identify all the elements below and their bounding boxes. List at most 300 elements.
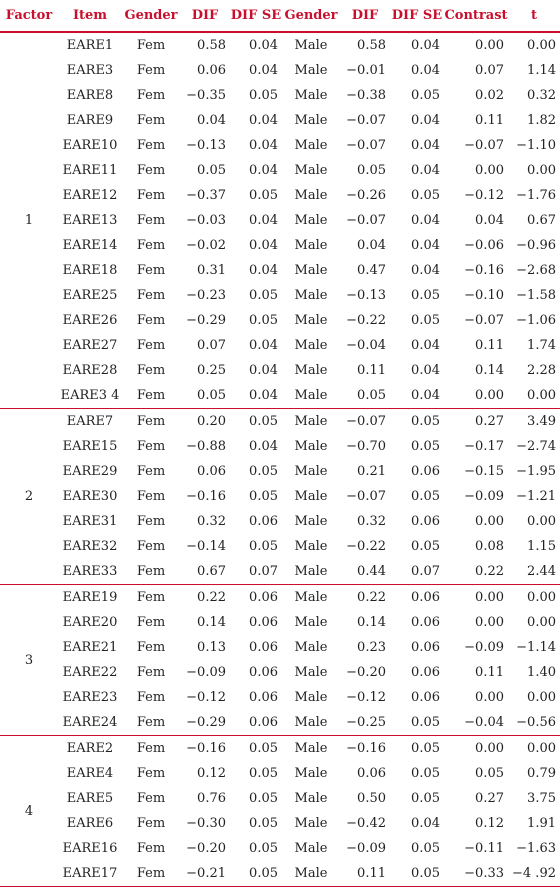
dif-se-female-cell: 0.04 bbox=[249, 113, 278, 128]
item-cell: EARE29 bbox=[62, 464, 118, 479]
contrast-cell: −0.11 bbox=[464, 841, 504, 856]
item-cell: EARE12 bbox=[62, 188, 118, 203]
t-cell: 0.00 bbox=[527, 514, 556, 529]
item-cell: EARE31 bbox=[62, 514, 118, 529]
item-cell: EARE7 bbox=[66, 414, 114, 429]
item-cell: EARE18 bbox=[62, 263, 118, 278]
dif-se-male-cell: 0.06 bbox=[411, 690, 440, 705]
header-dif-se-female: DIF SE bbox=[230, 0, 282, 32]
gender-female-cell: Fem bbox=[122, 710, 180, 736]
gender-male-cell: Male bbox=[294, 63, 328, 78]
dif-se-female-cell: 0.06 bbox=[230, 710, 282, 736]
table-row bbox=[0, 208, 560, 233]
gender-female-cell: Fem bbox=[136, 791, 166, 806]
gender-female-cell: Fem bbox=[136, 741, 166, 756]
gender-female-cell: Fem bbox=[136, 113, 166, 128]
contrast-cell: 0.12 bbox=[475, 816, 504, 831]
dif-se-female-cell: 0.04 bbox=[249, 363, 278, 378]
t-cell: 1.91 bbox=[527, 816, 556, 831]
dif-se-male-cell: 0.05 bbox=[390, 710, 444, 736]
dif-male-cell: −0.04 bbox=[346, 338, 386, 353]
table-row bbox=[0, 32, 560, 58]
item-cell: EARE9 bbox=[66, 113, 114, 128]
dif-female-cell: −0.21 bbox=[180, 861, 230, 887]
t-cell: 0.00 bbox=[527, 690, 556, 705]
dif-female-cell: 0.12 bbox=[197, 766, 226, 781]
contrast-cell: 0.27 bbox=[475, 791, 504, 806]
dif-male-cell: −0.12 bbox=[346, 690, 386, 705]
gender-male-cell: Male bbox=[294, 38, 328, 53]
gender-male-cell: Male bbox=[282, 383, 340, 409]
table-row bbox=[0, 685, 560, 710]
dif-female-cell: 0.31 bbox=[197, 263, 226, 278]
dif-male-cell: 0.58 bbox=[357, 38, 386, 53]
dif-female-cell: 0.58 bbox=[197, 38, 226, 53]
dif-male-cell: −0.70 bbox=[346, 439, 386, 454]
gender-male-cell: Male bbox=[294, 690, 328, 705]
item-cell: EARE19 bbox=[62, 590, 118, 605]
contrast-cell: −0.09 bbox=[464, 640, 504, 655]
dif-se-male-cell: 0.05 bbox=[411, 288, 440, 303]
dif-male-cell: 0.11 bbox=[340, 861, 390, 887]
t-cell: 1.74 bbox=[527, 338, 556, 353]
dif-se-male-cell: 0.05 bbox=[411, 766, 440, 781]
t-cell: −1.63 bbox=[516, 841, 556, 856]
t-cell: −2.74 bbox=[516, 439, 556, 454]
item-cell: EARE8 bbox=[66, 88, 114, 103]
gender-female-cell: Fem bbox=[136, 263, 166, 278]
t-cell: 0.67 bbox=[527, 213, 556, 228]
table-row bbox=[0, 761, 560, 786]
contrast-cell: 0.05 bbox=[475, 766, 504, 781]
item-cell: EARE17 bbox=[58, 861, 122, 887]
factor-cell: 2 bbox=[0, 409, 58, 585]
contrast-cell: 0.11 bbox=[475, 665, 504, 680]
dif-male-cell: −0.26 bbox=[346, 188, 386, 203]
dif-se-female-cell: 0.05 bbox=[249, 816, 278, 831]
gender-male-cell: Male bbox=[294, 113, 328, 128]
dif-se-female-cell: 0.05 bbox=[249, 414, 278, 429]
t-cell: −1.76 bbox=[516, 188, 556, 203]
dif-se-female-cell: 0.04 bbox=[249, 138, 278, 153]
header-row bbox=[0, 0, 560, 32]
dif-se-male-cell: 0.05 bbox=[411, 188, 440, 203]
contrast-cell: 0.00 bbox=[475, 163, 504, 178]
t-cell: −1.21 bbox=[516, 489, 556, 504]
gender-female-cell: Fem bbox=[136, 590, 166, 605]
item-cell: EARE26 bbox=[62, 313, 118, 328]
item-cell: EARE4 bbox=[66, 766, 114, 781]
dif-se-female-cell: 0.05 bbox=[249, 489, 278, 504]
table-row bbox=[0, 811, 560, 836]
dif-se-female-cell: 0.05 bbox=[249, 841, 278, 856]
table-row bbox=[0, 660, 560, 685]
dif-female-cell: −0.16 bbox=[186, 489, 226, 504]
gender-female-cell: Fem bbox=[136, 640, 166, 655]
dif-se-male-cell: 0.05 bbox=[411, 313, 440, 328]
dif-se-female-cell: 0.05 bbox=[249, 288, 278, 303]
header-dif-se-male: DIF SE bbox=[390, 0, 444, 32]
table-row bbox=[0, 484, 560, 509]
dif-se-male-cell: 0.05 bbox=[411, 489, 440, 504]
table-row bbox=[0, 158, 560, 183]
gender-female-cell: Fem bbox=[136, 163, 166, 178]
dif-se-female-cell: 0.05 bbox=[249, 464, 278, 479]
table-row bbox=[0, 635, 560, 660]
dif-male-cell: 0.11 bbox=[357, 363, 386, 378]
item-cell: EARE25 bbox=[62, 288, 118, 303]
contrast-cell: 0.00 bbox=[475, 514, 504, 529]
t-cell: 3.75 bbox=[527, 791, 556, 806]
dif-se-female-cell: 0.05 bbox=[249, 791, 278, 806]
contrast-cell: 0.14 bbox=[475, 363, 504, 378]
dif-female-cell: 0.06 bbox=[197, 63, 226, 78]
dif-se-female-cell: 0.04 bbox=[249, 38, 278, 53]
item-cell: EARE3 4 bbox=[58, 383, 122, 409]
dif-se-male-cell: 0.06 bbox=[411, 464, 440, 479]
contrast-cell: −0.16 bbox=[464, 263, 504, 278]
t-cell: 0.00 bbox=[527, 163, 556, 178]
item-cell: EARE33 bbox=[58, 559, 122, 585]
t-cell: 2.28 bbox=[527, 363, 556, 378]
dif-male-cell: −0.07 bbox=[346, 489, 386, 504]
contrast-cell: 0.00 bbox=[475, 38, 504, 53]
dif-se-male-cell: 0.05 bbox=[411, 841, 440, 856]
dif-female-cell: 0.05 bbox=[180, 383, 230, 409]
dif-se-male-cell: 0.05 bbox=[411, 88, 440, 103]
gender-male-cell: Male bbox=[294, 288, 328, 303]
header-dif-female: DIF bbox=[180, 0, 230, 32]
gender-male-cell: Male bbox=[294, 414, 328, 429]
dif-se-male-cell: 0.04 bbox=[390, 383, 444, 409]
item-cell: EARE20 bbox=[62, 615, 118, 630]
gender-female-cell: Fem bbox=[136, 615, 166, 630]
dif-se-female-cell: 0.04 bbox=[230, 383, 282, 409]
dif-se-male-cell: 0.05 bbox=[411, 539, 440, 554]
gender-male-cell: Male bbox=[282, 861, 340, 887]
header-gender-male: Gender bbox=[282, 0, 340, 32]
t-cell: −1.58 bbox=[516, 288, 556, 303]
dif-male-cell: −0.38 bbox=[346, 88, 386, 103]
gender-male-cell: Male bbox=[294, 439, 328, 454]
dif-female-cell: 0.76 bbox=[197, 791, 226, 806]
dif-female-cell: 0.25 bbox=[197, 363, 226, 378]
gender-female-cell: Fem bbox=[136, 88, 166, 103]
dif-female-cell: −0.37 bbox=[186, 188, 226, 203]
item-cell: EARE23 bbox=[62, 690, 118, 705]
header-dif-male: DIF bbox=[340, 0, 390, 32]
dif-se-female-cell: 0.04 bbox=[249, 63, 278, 78]
gender-male-cell: Male bbox=[294, 766, 328, 781]
gender-female-cell: Fem bbox=[136, 213, 166, 228]
dif-male-cell: −0.22 bbox=[346, 539, 386, 554]
dif-se-female-cell: 0.06 bbox=[249, 690, 278, 705]
t-cell: 1.15 bbox=[527, 539, 556, 554]
gender-female-cell: Fem bbox=[136, 690, 166, 705]
item-cell: EARE5 bbox=[66, 791, 114, 806]
gender-male-cell: Male bbox=[294, 539, 328, 554]
dif-female-cell: 0.14 bbox=[197, 615, 226, 630]
gender-female-cell: Fem bbox=[136, 766, 166, 781]
contrast-cell: 0.00 bbox=[475, 590, 504, 605]
header-factor: Factor bbox=[0, 0, 58, 32]
table-row bbox=[0, 333, 560, 358]
gender-female-cell: Fem bbox=[136, 288, 166, 303]
table-row bbox=[0, 585, 560, 611]
dif-female-cell: −0.02 bbox=[186, 238, 226, 253]
t-cell: 1.40 bbox=[527, 665, 556, 680]
t-cell: 0.00 bbox=[527, 38, 556, 53]
t-cell: −0.96 bbox=[516, 238, 556, 253]
gender-female-cell: Fem bbox=[136, 665, 166, 680]
dif-se-female-cell: 0.04 bbox=[249, 263, 278, 278]
dif-female-cell: 0.20 bbox=[197, 414, 226, 429]
dif-se-male-cell: 0.04 bbox=[411, 63, 440, 78]
contrast-cell: −0.33 bbox=[444, 861, 508, 887]
contrast-cell: −0.09 bbox=[464, 489, 504, 504]
dif-female-cell: −0.88 bbox=[186, 439, 226, 454]
dif-female-cell: 0.32 bbox=[197, 514, 226, 529]
t-cell: 1.82 bbox=[527, 113, 556, 128]
contrast-cell: −0.17 bbox=[464, 439, 504, 454]
dif-se-male-cell: 0.04 bbox=[411, 163, 440, 178]
dif-se-male-cell: 0.05 bbox=[411, 791, 440, 806]
dif-male-cell: −0.07 bbox=[346, 138, 386, 153]
dif-se-female-cell: 0.04 bbox=[249, 338, 278, 353]
t-cell: 0.00 bbox=[527, 590, 556, 605]
contrast-cell: 0.00 bbox=[444, 383, 508, 409]
item-cell: EARE30 bbox=[62, 489, 118, 504]
gender-female-cell: Fem bbox=[136, 138, 166, 153]
contrast-cell: 0.00 bbox=[475, 690, 504, 705]
dif-female-cell: 0.05 bbox=[197, 163, 226, 178]
gender-male-cell: Male bbox=[294, 188, 328, 203]
dif-female-cell: −0.20 bbox=[186, 841, 226, 856]
gender-male-cell: Male bbox=[294, 640, 328, 655]
table-row bbox=[0, 861, 560, 887]
gender-male-cell: Male bbox=[294, 665, 328, 680]
dif-se-female-cell: 0.05 bbox=[249, 88, 278, 103]
factor-cell: 3 bbox=[0, 585, 58, 736]
item-cell: EARE22 bbox=[62, 665, 118, 680]
table-row bbox=[0, 434, 560, 459]
contrast-cell: 0.00 bbox=[475, 741, 504, 756]
item-cell: EARE13 bbox=[62, 213, 118, 228]
dif-se-male-cell: 0.06 bbox=[411, 615, 440, 630]
dif-female-cell: −0.35 bbox=[186, 88, 226, 103]
dif-female-cell: 0.67 bbox=[180, 559, 230, 585]
dif-se-male-cell: 0.05 bbox=[411, 741, 440, 756]
dif-se-male-cell: 0.04 bbox=[411, 138, 440, 153]
item-cell: EARE1 bbox=[66, 38, 114, 53]
dif-male-cell: 0.05 bbox=[357, 163, 386, 178]
dif-se-male-cell: 0.04 bbox=[411, 113, 440, 128]
contrast-cell: 0.08 bbox=[475, 539, 504, 554]
contrast-cell: 0.02 bbox=[475, 88, 504, 103]
dif-male-cell: −0.07 bbox=[346, 213, 386, 228]
contrast-cell: −0.10 bbox=[464, 288, 504, 303]
dif-female-cell: −0.12 bbox=[186, 690, 226, 705]
table-row bbox=[0, 108, 560, 133]
contrast-cell: 0.07 bbox=[475, 63, 504, 78]
dif-female-cell: 0.04 bbox=[197, 113, 226, 128]
t-cell: −2.68 bbox=[516, 263, 556, 278]
dif-female-cell: −0.16 bbox=[186, 741, 226, 756]
table-row bbox=[0, 509, 560, 534]
gender-male-cell: Male bbox=[294, 841, 328, 856]
table-row bbox=[0, 736, 560, 762]
item-cell: EARE11 bbox=[62, 163, 118, 178]
dif-female-cell: −0.03 bbox=[186, 213, 226, 228]
item-cell: EARE21 bbox=[62, 640, 118, 655]
dif-male-cell: 0.47 bbox=[357, 263, 386, 278]
table-body bbox=[0, 32, 560, 887]
dif-male-cell: 0.44 bbox=[340, 559, 390, 585]
gender-female-cell: Fem bbox=[136, 464, 166, 479]
item-cell: EARE32 bbox=[62, 539, 118, 554]
item-cell: EARE24 bbox=[58, 710, 122, 736]
dif-female-cell: −0.09 bbox=[186, 665, 226, 680]
gender-male-cell: Male bbox=[294, 338, 328, 353]
contrast-cell: 0.22 bbox=[444, 559, 508, 585]
gender-male-cell: Male bbox=[294, 163, 328, 178]
dif-female-cell: 0.07 bbox=[197, 338, 226, 353]
dif-male-cell: 0.05 bbox=[340, 383, 390, 409]
dif-se-female-cell: 0.07 bbox=[230, 559, 282, 585]
factor-cell: 1 bbox=[0, 32, 58, 409]
dif-se-male-cell: 0.04 bbox=[411, 238, 440, 253]
t-cell: −0.56 bbox=[508, 710, 560, 736]
gender-male-cell: Male bbox=[294, 464, 328, 479]
table-row bbox=[0, 836, 560, 861]
gender-female-cell: Fem bbox=[122, 861, 180, 887]
gender-male-cell: Male bbox=[294, 213, 328, 228]
contrast-cell: 0.04 bbox=[475, 213, 504, 228]
dif-se-female-cell: 0.05 bbox=[249, 539, 278, 554]
item-cell: EARE15 bbox=[62, 439, 118, 454]
dif-se-male-cell: 0.04 bbox=[411, 363, 440, 378]
dif-female-cell: −0.30 bbox=[186, 816, 226, 831]
dif-se-male-cell: 0.05 bbox=[390, 861, 444, 887]
table-row bbox=[0, 133, 560, 158]
item-cell: EARE3 bbox=[66, 63, 114, 78]
gender-male-cell: Male bbox=[294, 489, 328, 504]
item-cell: EARE16 bbox=[62, 841, 118, 856]
t-cell: −1.14 bbox=[516, 640, 556, 655]
dif-female-cell: −0.29 bbox=[180, 710, 230, 736]
dif-male-cell: 0.22 bbox=[357, 590, 386, 605]
t-cell: 0.32 bbox=[527, 88, 556, 103]
gender-female-cell: Fem bbox=[136, 188, 166, 203]
factor-cell: 4 bbox=[0, 736, 58, 887]
dif-male-cell: −0.09 bbox=[346, 841, 386, 856]
dif-se-female-cell: 0.05 bbox=[249, 741, 278, 756]
gender-male-cell: Male bbox=[294, 791, 328, 806]
dif-se-female-cell: 0.05 bbox=[249, 188, 278, 203]
gender-male-cell: Male bbox=[294, 590, 328, 605]
gender-male-cell: Male bbox=[282, 559, 340, 585]
t-cell: −1.95 bbox=[516, 464, 556, 479]
dif-se-female-cell: 0.04 bbox=[249, 238, 278, 253]
dif-male-cell: −0.07 bbox=[346, 113, 386, 128]
dif-male-cell: −0.42 bbox=[346, 816, 386, 831]
dif-male-cell: −0.25 bbox=[340, 710, 390, 736]
dif-se-female-cell: 0.06 bbox=[249, 590, 278, 605]
gender-male-cell: Male bbox=[294, 263, 328, 278]
dif-se-male-cell: 0.06 bbox=[411, 590, 440, 605]
dif-male-cell: −0.22 bbox=[346, 313, 386, 328]
table-row bbox=[0, 258, 560, 283]
table-row bbox=[0, 283, 560, 308]
item-cell: EARE6 bbox=[66, 816, 114, 831]
dif-se-female-cell: 0.04 bbox=[249, 213, 278, 228]
dif-male-cell: −0.01 bbox=[346, 63, 386, 78]
gender-female-cell: Fem bbox=[136, 539, 166, 554]
gender-female-cell: Fem bbox=[136, 363, 166, 378]
dif-se-female-cell: 0.06 bbox=[249, 665, 278, 680]
dif-male-cell: 0.23 bbox=[357, 640, 386, 655]
header-item: Item bbox=[58, 0, 122, 32]
contrast-cell: −0.04 bbox=[444, 710, 508, 736]
header-gender-female: Gender bbox=[122, 0, 180, 32]
table-row bbox=[0, 534, 560, 559]
gender-female-cell: Fem bbox=[136, 414, 166, 429]
gender-male-cell: Male bbox=[294, 138, 328, 153]
gender-male-cell: Male bbox=[294, 238, 328, 253]
item-cell: EARE2 bbox=[66, 741, 114, 756]
gender-male-cell: Male bbox=[294, 816, 328, 831]
dif-female-cell: 0.13 bbox=[197, 640, 226, 655]
dif-se-male-cell: 0.04 bbox=[411, 263, 440, 278]
item-cell: EARE10 bbox=[62, 138, 118, 153]
gender-male-cell: Male bbox=[294, 88, 328, 103]
t-cell: 0.00 bbox=[527, 741, 556, 756]
dif-se-female-cell: 0.04 bbox=[249, 163, 278, 178]
dif-male-cell: −0.16 bbox=[346, 741, 386, 756]
gender-female-cell: Fem bbox=[136, 338, 166, 353]
t-cell: 0.79 bbox=[527, 766, 556, 781]
table-row bbox=[0, 710, 560, 736]
t-cell: 3.49 bbox=[527, 414, 556, 429]
dif-female-cell: −0.29 bbox=[186, 313, 226, 328]
dif-se-male-cell: 0.07 bbox=[390, 559, 444, 585]
dif-se-male-cell: 0.05 bbox=[411, 439, 440, 454]
dif-male-cell: 0.21 bbox=[357, 464, 386, 479]
item-cell: EARE28 bbox=[62, 363, 118, 378]
header-t: t bbox=[508, 0, 560, 32]
t-cell: 0.00 bbox=[508, 383, 560, 409]
dif-se-female-cell: 0.04 bbox=[249, 439, 278, 454]
gender-male-cell: Male bbox=[294, 313, 328, 328]
gender-male-cell: Male bbox=[294, 741, 328, 756]
gender-female-cell: Fem bbox=[136, 38, 166, 53]
table-row bbox=[0, 409, 560, 435]
dif-se-male-cell: 0.05 bbox=[411, 414, 440, 429]
t-cell: 0.00 bbox=[527, 615, 556, 630]
dif-male-cell: −0.13 bbox=[346, 288, 386, 303]
table-row bbox=[0, 383, 560, 409]
contrast-cell: −0.06 bbox=[464, 238, 504, 253]
contrast-cell: 0.27 bbox=[475, 414, 504, 429]
contrast-cell: 0.00 bbox=[475, 615, 504, 630]
table-row bbox=[0, 83, 560, 108]
dif-male-cell: 0.14 bbox=[357, 615, 386, 630]
t-cell: 1.14 bbox=[527, 63, 556, 78]
gender-female-cell: Fem bbox=[136, 238, 166, 253]
t-cell: 2.44 bbox=[508, 559, 560, 585]
dif-male-cell: 0.50 bbox=[357, 791, 386, 806]
gender-male-cell: Male bbox=[294, 615, 328, 630]
